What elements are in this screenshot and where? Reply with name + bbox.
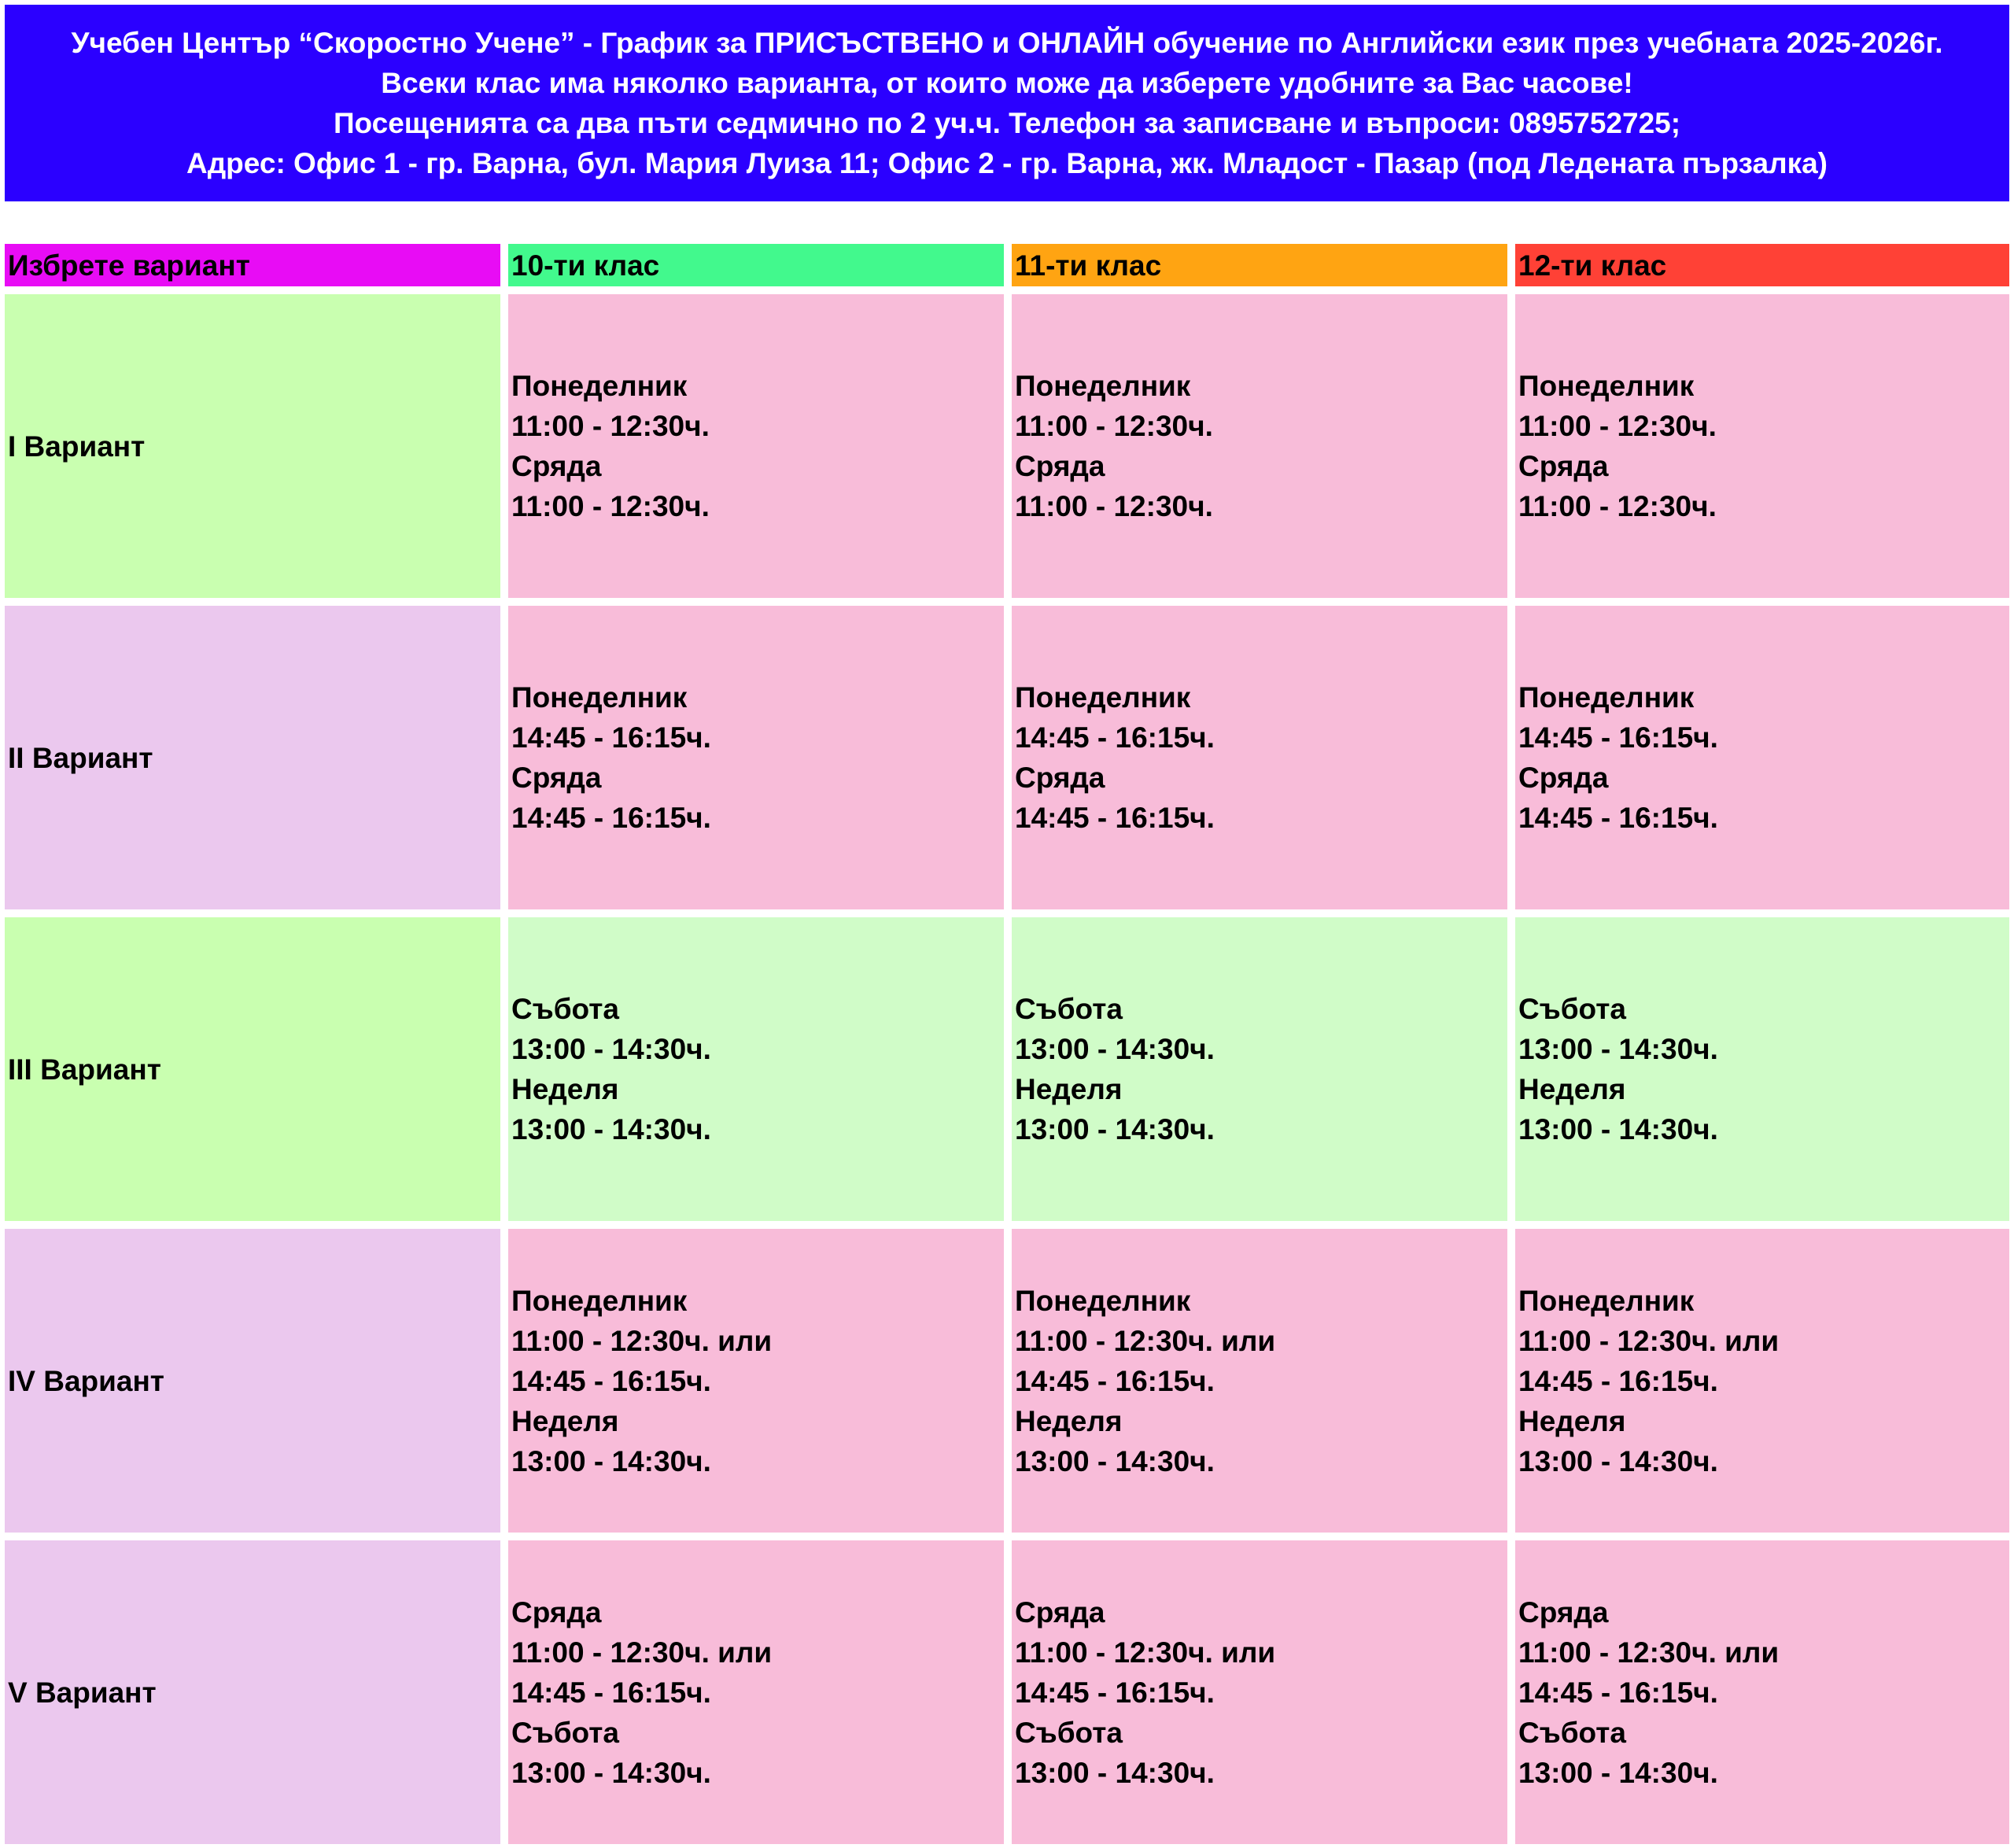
schedule-line: 13:00 - 14:30ч. [1015, 1113, 1215, 1145]
schedule-line: 14:45 - 16:15ч. [1518, 1676, 1718, 1709]
schedule-cell-grade12-variant5 [1515, 1540, 2009, 1844]
schedule-line: 11:00 - 12:30ч. или [511, 1324, 773, 1357]
schedule-cell-grade11-variant2 [1012, 606, 1507, 909]
schedule-line: 11:00 - 12:30ч. [1015, 410, 1213, 442]
schedule-line: 14:45 - 16:15ч. [1015, 721, 1215, 754]
schedule-cell-grade10-variant3 [508, 917, 1004, 1221]
schedule-cell-grade10-variant4 [508, 1229, 1004, 1533]
schedule-line: Събота [511, 1716, 619, 1749]
title-banner [5, 5, 2009, 201]
schedule-cell-grade10-variant5 [508, 1540, 1004, 1844]
banner-address: Адрес: Офис 1 - гр. Варна, бул. Мария Луиза 11; Офис 2 - гр. Варна, жк. Младост - Пазар (под Ледената пързалка) [186, 147, 1828, 179]
schedule-line: 11:00 - 12:30ч. или [1518, 1324, 1780, 1357]
schedule-cell-grade12-variant2 [1515, 606, 2009, 909]
schedule-line: Понеделник [1518, 681, 1695, 714]
schedule-line: Сряда [511, 450, 602, 482]
schedule-line: 13:00 - 14:30ч. [1015, 1756, 1215, 1789]
schedule-cell-grade11-variant3 [1012, 917, 1507, 1221]
schedule-line: 13:00 - 14:30ч. [1518, 1113, 1718, 1145]
variant-label-5: V Вариант [5, 1540, 500, 1844]
schedule-line: 11:00 - 12:30ч. или [1015, 1324, 1276, 1357]
schedule-line: 14:45 - 16:15ч. [1015, 802, 1215, 834]
header-grade-12: 12-ти клас [1515, 244, 2009, 286]
schedule-cell-grade12-variant4 [1515, 1229, 2009, 1533]
schedule-line: Понеделник [1015, 681, 1191, 714]
schedule-line: 11:00 - 12:30ч. или [1015, 1636, 1276, 1669]
variant-label-3: III Вариант [5, 917, 500, 1221]
schedule-cell-grade11-variant4 [1012, 1229, 1507, 1533]
schedule-line: 13:00 - 14:30ч. [511, 1756, 711, 1789]
schedule-line: Неделя [1518, 1404, 1626, 1437]
schedule-line: 13:00 - 14:30ч. [511, 1113, 711, 1145]
schedule-line: Неделя [511, 1073, 619, 1105]
schedule-line: Сряда [1518, 762, 1609, 794]
schedule-line: Понеделник [1518, 370, 1695, 402]
schedule-line: Понеделник [511, 370, 688, 402]
schedule-line: Сряда [511, 762, 602, 794]
schedule-line: 13:00 - 14:30ч. [1518, 1033, 1718, 1065]
variant-label-4: IV Вариант [5, 1229, 500, 1533]
schedule-line: Сряда [1518, 450, 1609, 482]
schedule-line: 11:00 - 12:30ч. [511, 490, 710, 522]
schedule-line: Неделя [1015, 1073, 1123, 1105]
header-grade-11: 11-ти клас [1012, 244, 1507, 286]
schedule-line: 11:00 - 12:30ч. или [511, 1636, 773, 1669]
schedule-line: Събота [1518, 993, 1626, 1025]
schedule-line: 11:00 - 12:30ч. [511, 410, 710, 442]
schedule-line: Сряда [1518, 1595, 1609, 1629]
schedule-line: 13:00 - 14:30ч. [511, 1444, 711, 1477]
schedule-line: 13:00 - 14:30ч. [1518, 1756, 1718, 1789]
schedule-line: 13:00 - 14:30ч. [1518, 1444, 1718, 1477]
schedule-line: Събота [1015, 993, 1123, 1025]
schedule-line: 14:45 - 16:15ч. [511, 1676, 711, 1709]
header-grade-10: 10-ти клас [508, 244, 1004, 286]
schedule-cell-grade11-variant1 [1012, 294, 1507, 598]
schedule-line: Неделя [511, 1404, 619, 1437]
banner-subtitle: Всеки клас има няколко варианта, от които може да изберете удобните за Вас часове! [381, 67, 1633, 99]
schedule-line: Сряда [511, 1595, 602, 1629]
variant-label-2: II Вариант [5, 606, 500, 909]
schedule-line: 14:45 - 16:15ч. [511, 721, 711, 754]
schedule-line: Неделя [1015, 1404, 1123, 1437]
schedule-line: 14:45 - 16:15ч. [511, 1364, 711, 1397]
schedule-line: 11:00 - 12:30ч. [1518, 490, 1717, 522]
schedule-line: 14:45 - 16:15ч. [1015, 1364, 1215, 1397]
schedule-line: Неделя [1518, 1073, 1626, 1105]
variant-label-1: I Вариант [5, 294, 500, 598]
schedule-cell-grade12-variant3 [1515, 917, 2009, 1221]
banner-phone: Посещенията са два пъти седмично по 2 уч.ч. Телефон за записване и въпроси: 0895752725; [333, 107, 1681, 139]
schedule-line: 11:00 - 12:30ч. [1015, 490, 1213, 522]
schedule-line: Понеделник [511, 1284, 688, 1317]
schedule-line: 14:45 - 16:15ч. [1015, 1676, 1215, 1709]
header-variant: Избрете вариант [5, 244, 500, 286]
schedule-line: 11:00 - 12:30ч. [1518, 410, 1717, 442]
schedule-line: 13:00 - 14:30ч. [511, 1033, 711, 1065]
schedule-line: 14:45 - 16:15ч. [1518, 1364, 1718, 1397]
schedule-cell-grade12-variant1 [1515, 294, 2009, 598]
schedule-line: Събота [1015, 1716, 1123, 1749]
schedule-line: 14:45 - 16:15ч. [1518, 802, 1718, 834]
schedule-line: 14:45 - 16:15ч. [511, 802, 711, 834]
schedule-line: 14:45 - 16:15ч. [1518, 721, 1718, 754]
schedule-line: Сряда [1015, 1595, 1105, 1629]
schedule-line: Събота [1518, 1716, 1626, 1749]
schedule-line: Сряда [1015, 762, 1105, 794]
schedule-cell-grade10-variant1 [508, 294, 1004, 598]
schedule-line: Понеделник [1015, 370, 1191, 402]
schedule-line: 13:00 - 14:30ч. [1015, 1033, 1215, 1065]
banner-title: Учебен Център “Скоростно Учене” - График за ПРИСЪСТВЕНО и ОНЛАЙН обучение по Английски език през учебната 2025-2026г. [71, 27, 1943, 59]
schedule-line: 11:00 - 12:30ч. или [1518, 1636, 1780, 1669]
schedule-line: Понеделник [1518, 1284, 1695, 1317]
schedule-line: Понеделник [1015, 1284, 1191, 1317]
schedule-line: Понеделник [511, 681, 688, 714]
schedule-cell-grade11-variant5 [1012, 1540, 1507, 1844]
schedule-line: 13:00 - 14:30ч. [1015, 1444, 1215, 1477]
schedule-line: Събота [511, 993, 619, 1025]
schedule-line: Сряда [1015, 450, 1105, 482]
schedule-cell-grade10-variant2 [508, 606, 1004, 909]
